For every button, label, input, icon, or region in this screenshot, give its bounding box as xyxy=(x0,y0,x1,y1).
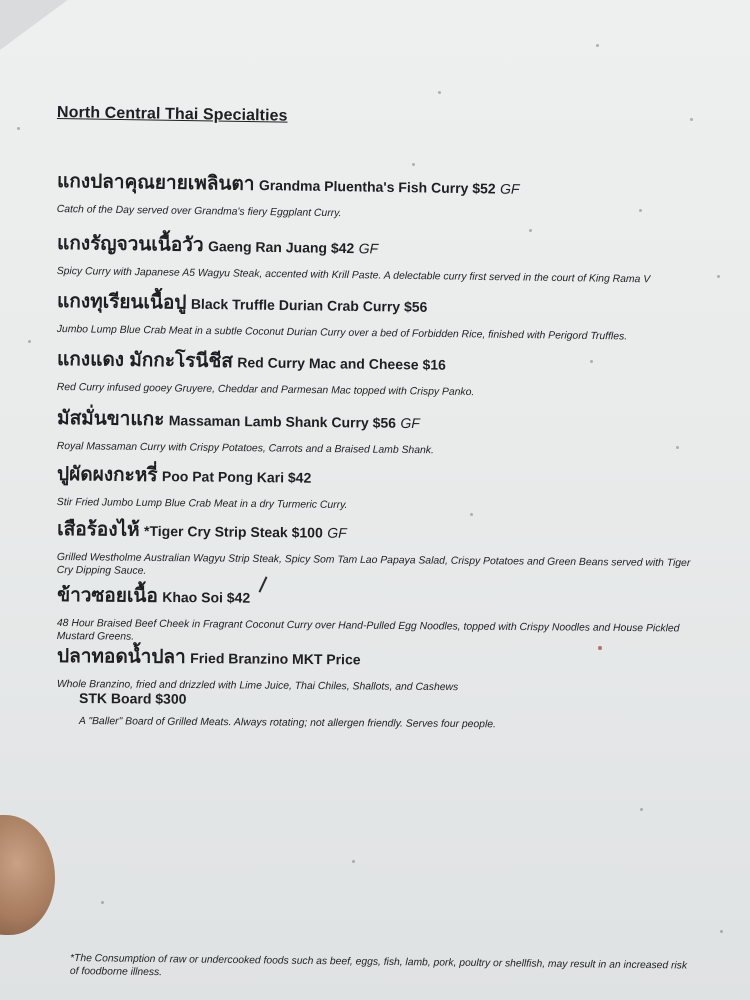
item-english-name: Gaeng Ran Juang $42 xyxy=(207,238,355,257)
menu-item xyxy=(57,580,708,649)
item-description: Grilled Westholme Australian Wagyu Strip Steak, Spicy Som Tam Lao Papaya Salad, Crispy Potatoes and Green Beans served with Tiger Cry Dipping Sauce. xyxy=(56,551,691,577)
item-english-name: Black Truffle Durian Crab Curry $56 xyxy=(190,295,428,315)
allergen-footnote: *The Consumption of raw or undercooked foods such as beef, eggs, fish, lamb, pork, poultry or shellfish, may result in an increased risk of foodborne illness. xyxy=(69,953,688,979)
menu-item xyxy=(57,641,707,696)
item-name xyxy=(57,403,707,440)
item-description: Royal Massaman Curry with Crispy Potatoes, Carrots and a Braised Lamb Shank. xyxy=(56,440,434,457)
item-name xyxy=(57,228,707,267)
item-name xyxy=(57,286,707,325)
item-name xyxy=(57,514,707,550)
item-description: Whole Branzino, fried and drizzled with Lime Juice, Thai Chiles, Shallots, and Cashews xyxy=(56,678,459,694)
section-heading: North Central Thai Specialties xyxy=(56,104,288,125)
gf-tag: GF xyxy=(327,524,347,541)
item-description: Stir Fried Jumbo Lump Blue Crab Meat in a dry Turmeric Curry. xyxy=(56,496,348,512)
menu-item xyxy=(57,166,708,226)
menu-item xyxy=(57,344,708,402)
item-thai-name: แกงปลาคุณยายเพลินตา xyxy=(56,171,255,195)
item-english-name: Massaman Lamb Shank Curry $56 xyxy=(168,412,397,431)
item-thai-name: ปูผัดผงกะหรี่ xyxy=(56,464,158,487)
menu-item xyxy=(79,690,729,733)
gf-tag: GF xyxy=(400,414,420,432)
item-description: A "Baller" Board of Grilled Meats. Always rotating; not allergen friendly. Serves four people. xyxy=(78,715,496,731)
item-description: Spicy Curry with Japanese A5 Wagyu Steak, accented with Krill Paste. A delectable curry first served in the court of King Rama V xyxy=(56,265,651,286)
item-thai-name: เสือร้องไห้ xyxy=(57,519,140,541)
item-english-name: *Tiger Cry Strip Steak $100 xyxy=(144,522,323,541)
item-thai-name: แกงแดง มักกะโรนีชีส xyxy=(56,349,234,373)
item-thai-name: แกงทุเรียนเนื้อปู xyxy=(56,291,187,314)
item-name xyxy=(57,459,707,496)
item-thai-name: แกงรัญจวนเนื้อวัว xyxy=(56,233,204,257)
menu-item xyxy=(57,228,708,287)
item-english-name: Fried Branzino MKT Price xyxy=(190,650,361,668)
gf-tag: GF xyxy=(499,180,520,197)
item-thai-name: ข้าวซอยเนื้อ xyxy=(57,585,158,607)
menu-item xyxy=(57,403,708,460)
item-name xyxy=(57,580,707,616)
item-thai-name: ปลาทอดน้ำปลา xyxy=(56,646,186,669)
item-thai-name: มัสมั่นขาแกะ xyxy=(56,408,165,431)
item-english-name: Poo Pat Pong Kari $42 xyxy=(161,468,312,486)
item-english-name: STK Board $300 xyxy=(79,690,187,707)
item-name xyxy=(57,641,707,676)
item-name xyxy=(57,166,707,206)
item-description: Jumbo Lump Blue Crab Meat in a subtle Coconut Durian Curry over a bed of Forbidden Rice, finished with Perigord Truffles. xyxy=(56,323,628,343)
item-description: Red Curry infused gooey Gruyere, Cheddar and Parmesan Mac topped with Crispy Panko. xyxy=(56,381,475,399)
gf-tag: GF xyxy=(358,240,379,257)
item-description: Catch of the Day served over Grandma's fiery Eggplant Curry. xyxy=(56,203,342,220)
menu-item xyxy=(57,459,707,516)
item-english-name: Khao Soi $42 xyxy=(162,588,251,606)
item-name xyxy=(79,690,729,713)
menu-item xyxy=(57,286,708,345)
item-english-name: Red Curry Mac and Cheese $16 xyxy=(237,354,446,373)
item-description: 48 Hour Braised Beef Cheek in Fragrant Coconut Curry over Hand-Pulled Egg Noodles, topped with Crispy Noodles and House Pickled Mustard Greens. xyxy=(56,617,680,643)
item-name xyxy=(57,344,707,382)
menu-item xyxy=(57,514,708,583)
item-english-name: Grandma Pluentha's Fish Curry $52 xyxy=(258,176,496,197)
